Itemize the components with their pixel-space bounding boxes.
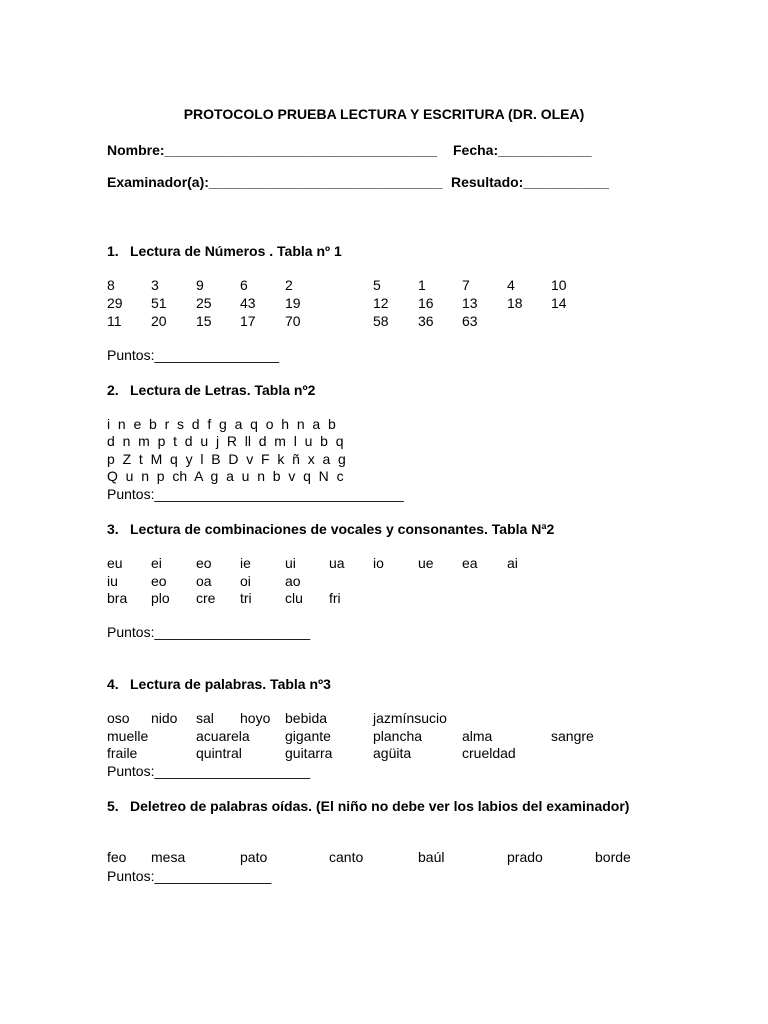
word-cell: quintral xyxy=(196,745,242,761)
page-title: PROTOCOLO PRUEBA LECTURA Y ESCRITURA (DR. OLEA) xyxy=(183,106,585,122)
section-3-number: 3. xyxy=(107,521,119,537)
word-cell: jazmínsucio xyxy=(373,710,447,726)
combination-cell: ie xyxy=(240,555,251,571)
number-cell: 3 xyxy=(151,277,159,293)
word-cell: acuarela xyxy=(196,728,250,744)
section-4-number: 4. xyxy=(107,676,119,692)
section-4-heading: Lectura de palabras. Tabla nº3 xyxy=(130,676,331,692)
number-cell: 58 xyxy=(373,313,389,329)
number-cell: 25 xyxy=(196,295,212,311)
letters-row: p Z t M q y l B D v F k ñ x a g xyxy=(107,451,346,467)
section-1-heading: Lectura de Números . Tabla nº 1 xyxy=(130,243,342,259)
combination-cell: ei xyxy=(151,555,162,571)
section-5-number: 5. xyxy=(107,798,119,814)
section-1-puntos: Puntos:________________ xyxy=(107,347,280,363)
combination-cell: plo xyxy=(151,590,170,606)
number-cell: 13 xyxy=(462,295,478,311)
spelling-word: prado xyxy=(507,849,543,865)
word-cell: muelle xyxy=(107,728,149,744)
section-5-heading: Deletreo de palabras oídas. (El niño no debe ver los labios del examinador) xyxy=(130,798,630,814)
number-cell: 17 xyxy=(240,313,256,329)
combination-cell: ua xyxy=(329,555,345,571)
number-cell: 9 xyxy=(196,277,204,293)
combination-cell: ai xyxy=(507,555,518,571)
number-cell: 7 xyxy=(462,277,470,293)
combination-cell: iu xyxy=(107,573,118,589)
spelling-word: feo xyxy=(107,849,127,865)
number-cell: 14 xyxy=(551,295,567,311)
combination-cell: clu xyxy=(285,590,303,606)
number-cell: 1 xyxy=(418,277,426,293)
combination-cell: ue xyxy=(418,555,434,571)
nombre-field-label: Nombre:___________________________________ xyxy=(107,142,438,158)
section-3-heading: Lectura de combinaciones de vocales y consonantes. Tabla Nª2 xyxy=(130,521,555,537)
number-cell: 63 xyxy=(462,313,478,329)
number-cell: 8 xyxy=(107,277,115,293)
spelling-word: mesa xyxy=(151,849,186,865)
combination-cell: eu xyxy=(107,555,123,571)
number-cell: 70 xyxy=(285,313,301,329)
section-2-puntos: Puntos:________________________________ xyxy=(107,486,404,502)
word-cell: guitarra xyxy=(285,745,333,761)
word-cell: crueldad xyxy=(462,745,516,761)
number-cell: 19 xyxy=(285,295,301,311)
word-cell: sangre xyxy=(551,728,594,744)
combination-cell: eo xyxy=(196,555,212,571)
number-cell: 18 xyxy=(507,295,523,311)
word-cell: oso xyxy=(107,710,130,726)
word-cell: alma xyxy=(462,728,493,744)
spelling-word: canto xyxy=(329,849,364,865)
number-cell: 43 xyxy=(240,295,256,311)
section-5-heading-block xyxy=(107,797,661,815)
spelling-word: borde xyxy=(595,849,631,865)
section-3-puntos: Puntos:____________________ xyxy=(107,624,311,640)
resultado-field-label: Resultado:___________ xyxy=(451,174,609,190)
combination-cell: ui xyxy=(285,555,296,571)
combination-cell: cre xyxy=(196,590,216,606)
combination-cell: ea xyxy=(462,555,478,571)
combination-cell: fri xyxy=(329,590,341,606)
number-cell: 12 xyxy=(373,295,389,311)
number-cell: 4 xyxy=(507,277,515,293)
combination-cell: ao xyxy=(285,573,301,589)
section-5-puntos: Puntos:_______________ xyxy=(107,868,272,884)
word-cell: hoyo xyxy=(240,710,271,726)
word-cell: plancha xyxy=(373,728,423,744)
examinador-field-label: Examinador(a):______________________________ xyxy=(107,174,443,190)
word-cell: agüita xyxy=(373,745,412,761)
letters-row: i n e b r s d f g a q o h n a b xyxy=(107,416,336,432)
number-cell: 6 xyxy=(240,277,248,293)
number-cell: 2 xyxy=(285,277,293,293)
combination-cell: bra xyxy=(107,590,128,606)
number-cell: 11 xyxy=(107,313,122,329)
section-1-number: 1. xyxy=(107,243,119,259)
word-cell: gigante xyxy=(285,728,331,744)
fecha-field-label: Fecha:____________ xyxy=(453,142,592,158)
spelling-word: baúl xyxy=(418,849,445,865)
combination-cell: oi xyxy=(240,573,251,589)
number-cell: 16 xyxy=(418,295,434,311)
combination-cell: oa xyxy=(196,573,212,589)
word-cell: nido xyxy=(151,710,178,726)
number-cell: 51 xyxy=(151,295,167,311)
section-4-puntos: Puntos:____________________ xyxy=(107,763,311,779)
combination-cell: io xyxy=(373,555,384,571)
word-cell: fraile xyxy=(107,745,138,761)
letters-row: d n m p t d u j R ll d m l u b q xyxy=(107,433,344,449)
section-2-number: 2. xyxy=(107,382,119,398)
word-cell: sal xyxy=(196,710,214,726)
number-cell: 20 xyxy=(151,313,167,329)
number-cell: 5 xyxy=(373,277,381,293)
section-2-heading: Lectura de Letras. Tabla nº2 xyxy=(130,382,316,398)
combination-cell: tri xyxy=(240,590,252,606)
word-cell: bebida xyxy=(285,710,328,726)
number-cell: 10 xyxy=(551,277,567,293)
number-cell: 36 xyxy=(418,313,434,329)
combination-cell: eo xyxy=(151,573,167,589)
number-cell: 15 xyxy=(196,313,212,329)
spelling-word: pato xyxy=(240,849,268,865)
letters-row: Q u n p ch A g a u n b v q N c xyxy=(107,468,344,484)
number-cell: 29 xyxy=(107,295,123,311)
